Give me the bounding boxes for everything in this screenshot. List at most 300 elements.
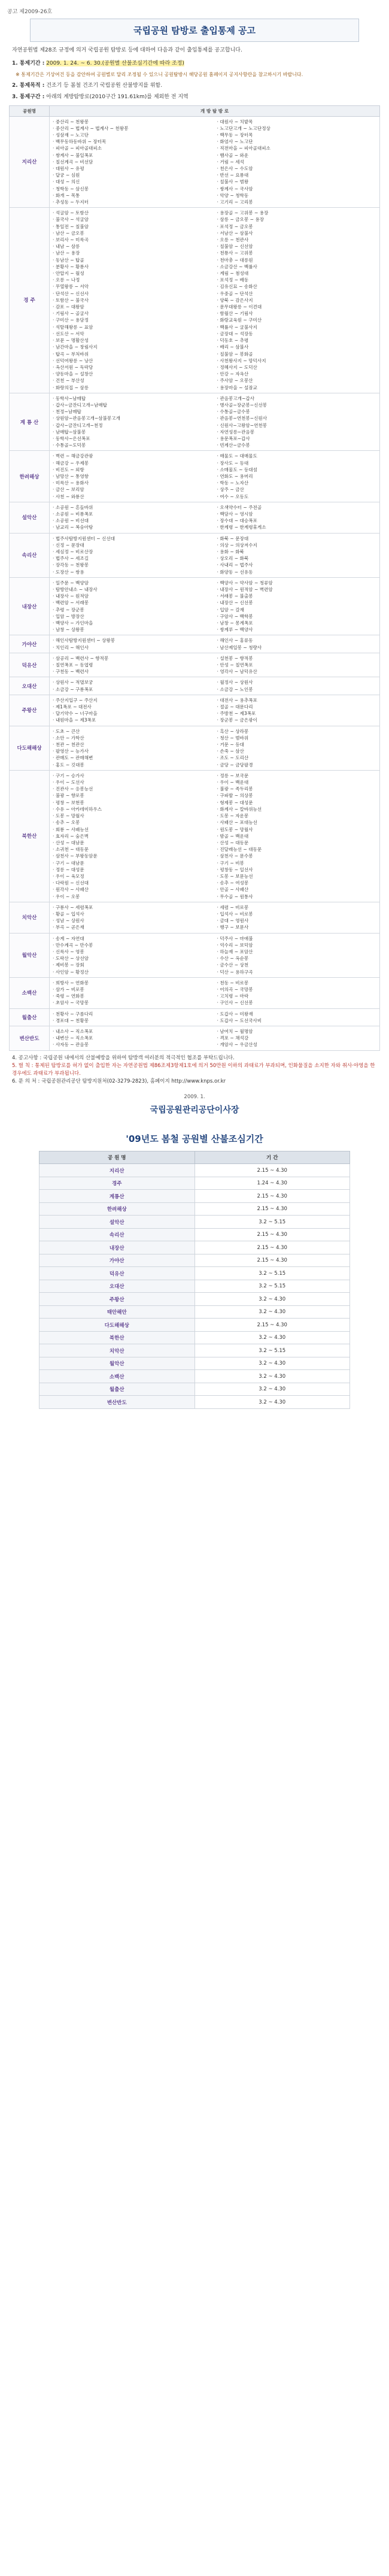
trail-item: · 백담사 ~ 영시암 xyxy=(217,511,253,517)
trail-item: · 삼천사 ~ 문수봉 xyxy=(217,853,253,859)
table-row xyxy=(10,933,380,977)
trail-item: · 도락산 ~ 상선암 xyxy=(53,956,89,962)
trail-item: · 화양동 ~ 선유동 xyxy=(217,569,253,575)
trail-item: · 손죽 ~ 삼산 xyxy=(217,748,244,754)
period-park-name: 소백산 xyxy=(39,1370,195,1383)
trail-item: · 기림사 ~ 골굴사 xyxy=(53,311,89,317)
trail-item: · 남간마을 ~ 창림사지 xyxy=(53,344,98,350)
trail-item: · 관매도 ~ 관매해변 xyxy=(53,755,93,761)
trail-item: · 용장마을 ~ 설잠교 xyxy=(217,384,257,390)
table-row xyxy=(10,677,380,695)
trail-item: · 배리 ~ 삼불사 xyxy=(217,344,249,350)
trail-item: · 금대 ~ 영원사 xyxy=(217,918,249,924)
trail-item: · 고치령 ~ 마락 xyxy=(217,993,249,999)
trail-item: · 함월산 ~ 기림사 xyxy=(217,311,253,317)
table-row xyxy=(10,533,380,577)
trail-item: · 구미산 ~ 용담정 xyxy=(53,317,89,323)
trail-item: · 진달래능선 ~ 대동문 xyxy=(217,847,262,853)
table-row xyxy=(10,451,380,502)
trail-item: · 도갑사 ~ 미왕재 xyxy=(217,1011,253,1017)
trail-item: · 우중골 ~ 단석산 xyxy=(217,290,253,296)
trail-item: · 대성 ~ 의신 xyxy=(53,179,80,185)
period-park-name: 월출산 xyxy=(39,1383,195,1396)
trail-item: · 병사골~장군봉~신선봉 xyxy=(217,402,268,408)
trail-item: · 제1폭포 ~ 대전사 xyxy=(53,704,92,710)
trail-item: · 상원사 ~ 적멸보궁 xyxy=(53,680,93,686)
trail-item: · 남창 ~ 상왕봉 xyxy=(53,627,84,633)
trail-item: · 소공원 ~ 흔들바위 xyxy=(53,504,93,510)
trail-item: · 구기 ~ 대남문 xyxy=(53,860,84,866)
trail-item: · 화북 ~ 문장대 xyxy=(217,535,249,541)
trail-item: · 초암사 ~ 국망봉 xyxy=(53,1000,89,1006)
trail-item: · 성삼재 ~ 노고단 xyxy=(53,132,89,138)
table-header-trails: 개 방 탐 방 로 xyxy=(50,105,380,116)
trail-item: · 안성 ~ 칠연폭포 xyxy=(217,662,253,668)
trail-item: · 직전마을 ~ 피아골대피소 xyxy=(217,146,271,151)
period-park-name: 지리산 xyxy=(39,1164,195,1177)
trail-item: · 노고단고개 ~ 노고단정상 xyxy=(217,125,271,131)
park-name: 가야산 xyxy=(10,635,50,653)
trail-list xyxy=(50,1026,380,1050)
table-row xyxy=(10,695,380,726)
trail-item: · 용화 ~ 화북 xyxy=(217,548,244,554)
trail-item: · 내장사 ~ 원적암 ~ 벽련암 xyxy=(217,587,273,592)
trail-item: · 미륵산 ~ 용화사 xyxy=(53,480,89,486)
trail-item: · 석탈해왕릉 ~ 표암 xyxy=(53,324,93,330)
trail-item: · 보문 ~ 명활산성 xyxy=(53,338,89,344)
trail-column xyxy=(50,903,215,932)
trail-item: · 일주문 ~ 백양암 xyxy=(53,580,89,586)
trail-item: · 치인리 ~ 해인사 xyxy=(53,644,89,650)
note-penalty xyxy=(12,1062,377,1078)
trail-item: · 조도 ~ 도리산 xyxy=(217,755,249,761)
trail-item: · 장각동 ~ 천왕봉 xyxy=(53,562,89,568)
trail-item: · 소금강 ~ 노인봉 xyxy=(217,686,253,692)
trail-column xyxy=(50,654,215,677)
trail-item: · 쌍계사 ~ 불일폭포 xyxy=(53,152,93,158)
period-range: 2.15 ~ 4.30 xyxy=(194,1190,350,1203)
trail-column xyxy=(215,578,379,635)
trail-column xyxy=(215,654,379,677)
period-range: 3.2 ~ 5.15 xyxy=(194,1280,350,1293)
trail-item: · 화엄사 ~ 노고단 xyxy=(217,139,253,145)
trail-item: · 수유 ~ 아카데미하우스 xyxy=(53,806,102,812)
period-range: 3.2 ~ 4.30 xyxy=(194,1383,350,1396)
trail-item: · 격포 ~ 채석강 xyxy=(217,1035,249,1041)
trail-item: · 쌍계루 ~ 백양사 xyxy=(217,627,253,633)
trail-item: · 백양사 ~ 약사암 ~ 청류암 xyxy=(217,580,273,586)
table-row xyxy=(39,1164,350,1177)
trail-item: · 금수산 ~ 상천 xyxy=(217,962,249,968)
table-row xyxy=(10,902,380,933)
trail-column xyxy=(215,451,379,501)
trail-column xyxy=(215,771,379,901)
trail-item: · 천동 ~ 비로봉 xyxy=(217,980,249,986)
trail-item: · 청산 ~ 범바위 xyxy=(217,735,249,741)
trail-item: · 자연성릉~관음봉 xyxy=(217,429,255,435)
trail-item: · 오릉 ~ 천관사 xyxy=(217,237,249,243)
table-row xyxy=(10,208,380,393)
section-period-label: 1. 통제기간 : xyxy=(12,60,45,66)
trail-item: · 백무동하동바위 ~ 장터목 xyxy=(53,139,107,145)
trail-item: · 한계령 ~ 한계령휴게소 xyxy=(217,525,266,531)
period-park-name: 계룡산 xyxy=(39,1190,195,1203)
trail-item: · 동학사~남매탑 xyxy=(53,395,86,401)
trail-item: · 입암 ~ 갈재 xyxy=(217,607,244,613)
park-name: 지리산 xyxy=(10,116,50,208)
period-park-name: 치악산 xyxy=(39,1344,195,1357)
note-penalty-text: 통제된 탐방로를 허가 없이 출입한 자는 자연공원법 제86조제3항제1호에 의거 50만원 이하의 과태료가 부과되며, 인화물질을 소지한 자와 취사·야영을 한 경우에도 과태료가 부과됩니다. xyxy=(12,1062,375,1077)
trail-item: · 다락원 ~ 신선대 xyxy=(53,880,89,886)
trail-item: · 김유신묘 ~ 송화산 xyxy=(217,284,257,290)
trail-item: · 황골 ~ 입석사 xyxy=(53,911,84,917)
trail-item: · 우이 ~ 오봉 xyxy=(53,893,80,899)
trail-item: · 상오리 ~ 화북 xyxy=(217,556,249,562)
trail-item: · 삼릉 ~ 금오봉 ~ 용장 xyxy=(217,217,265,223)
trail-item: · 덕산 ~ 용하구곡 xyxy=(217,969,253,975)
trail-list xyxy=(50,393,380,451)
period-park-name: 변산반도 xyxy=(39,1396,195,1409)
trail-item: · 남창 ~ 몽계폭포 xyxy=(217,620,253,626)
trail-list xyxy=(50,695,380,726)
park-name: 주왕산 xyxy=(10,695,50,726)
trail-list xyxy=(50,208,380,393)
table-row xyxy=(10,770,380,902)
trail-item: · 화개 ~ 목통 xyxy=(53,192,80,198)
trail-item: · 우이 ~ 육모정 xyxy=(53,873,84,879)
trail-item: · 주산지입구 ~ 주산지 xyxy=(53,697,98,703)
trail-list xyxy=(50,577,380,635)
table-row xyxy=(39,1370,350,1383)
period-park-name: 태안해안 xyxy=(39,1305,195,1319)
trail-column xyxy=(215,678,379,693)
trail-item: · 천황사 ~ 구름다리 xyxy=(53,1011,93,1017)
trail-item: · 연화도 ~ 용머리 xyxy=(217,473,253,479)
period-park-name: 속리산 xyxy=(39,1228,195,1241)
park-name: 변산반도 xyxy=(10,1026,50,1050)
trail-item: · 해금강 ~ 우제봉 xyxy=(53,460,89,466)
trail-column xyxy=(50,771,215,901)
trail-column xyxy=(50,503,215,532)
note-contact: 6. 문 의 처 : 국립공원관리공단 탐방지원처(02-3279-2823), 홈페이지 http://www.knps.or.kr xyxy=(12,1078,226,1085)
trail-item: · 오색약수터 ~ 주전골 xyxy=(217,504,262,510)
table-row xyxy=(39,1344,350,1357)
trail-item: · 장사도 ~ 등대 xyxy=(217,460,249,466)
section-period xyxy=(12,60,377,68)
trail-item: · 포석정 ~ 배동 xyxy=(217,277,249,283)
trail-item: · 백양사 ~ 가인마을 xyxy=(53,620,93,626)
trail-item: · 도장산 ~ 쌍용 xyxy=(53,569,84,575)
trail-item: · 사천왕사지 ~ 망덕사지 xyxy=(217,357,266,363)
period-park-name: 북한산 xyxy=(39,1331,195,1344)
trail-item: · 정혜사지 ~ 도덕산 xyxy=(217,364,257,370)
trail-item: · 문무대왕릉 ~ 이견대 xyxy=(217,304,262,310)
trail-item: · 수통골~도덕봉 xyxy=(53,443,86,448)
trail-item: · 선도산 ~ 서악 xyxy=(53,331,84,337)
trail-column xyxy=(50,696,215,725)
trail-item: · 소공원 ~ 비선대 xyxy=(53,518,89,524)
trail-item: · 어의곡 ~ 국망봉 xyxy=(217,986,253,992)
trail-column xyxy=(50,534,215,577)
note-penalty-label: 5. 벌 칙 : xyxy=(12,1062,34,1069)
section-period-note: ※ 통제기간은 기상여건 등을 감안하여 공원별로 달리 조정될 수 있으니 공원탐방시 해당공원 홈페이지 공지사항란을 참고하시기 바랍니다. xyxy=(16,72,303,77)
trail-column xyxy=(215,503,379,532)
trail-item: · 포석정 ~ 금오봉 xyxy=(217,223,253,229)
trail-item: · 관음봉~연천봉~신원사 xyxy=(217,416,268,422)
section-reason-label: 2. 통제목적 : xyxy=(12,82,45,89)
trail-item: · 사내리 ~ 법주사 xyxy=(217,562,253,568)
table-row xyxy=(39,1267,350,1280)
period-park-name: 덕유산 xyxy=(39,1267,195,1280)
trail-item: · 거림 ~ 세석 xyxy=(217,159,244,165)
open-trails-body xyxy=(10,116,380,1050)
trail-item: · 소안 ~ 가학산 xyxy=(53,735,84,741)
trail-item: · 백련암 ~ 서래봉 xyxy=(53,600,89,606)
trail-column xyxy=(215,978,379,1008)
trail-item: · 제비봉 ~ 장회 xyxy=(53,962,84,968)
trail-item: · 불광 ~ 향로봉 xyxy=(53,793,84,799)
period-header-range: 기 간 xyxy=(194,1151,350,1164)
park-name: 덕유산 xyxy=(10,653,50,677)
trail-item: · 상주 ~ 금산 xyxy=(217,487,244,493)
period-range: 3.2 ~ 5.15 xyxy=(194,1267,350,1280)
trail-item: · 쌍계사 ~ 국사암 xyxy=(217,186,253,192)
park-name: 계 룡 산 xyxy=(10,393,50,451)
trail-list xyxy=(50,726,380,770)
trail-item: · 매물도 ~ 대매물도 xyxy=(217,453,257,459)
trail-item: · 형제봉 ~ 대성문 xyxy=(217,799,253,805)
trail-item: · 소금강 ~ 구룡폭포 xyxy=(53,686,93,692)
trail-column xyxy=(50,1027,215,1050)
trail-list xyxy=(50,635,380,653)
period-park-name: 오대산 xyxy=(39,1280,195,1293)
trail-item: · 동남산 ~ 탑골 xyxy=(53,257,84,263)
trail-column xyxy=(50,934,215,977)
trail-item: · 안압지 ~ 월성 xyxy=(53,271,84,277)
trail-column xyxy=(50,578,215,635)
table-row xyxy=(10,1008,380,1026)
trail-list xyxy=(50,902,380,933)
trail-item: · 남망산 ~ 통영항 xyxy=(53,473,89,479)
trail-item: · 삼가 ~ 비로봉 xyxy=(53,986,84,992)
park-name: 치악산 xyxy=(10,902,50,933)
period-range: 2.15 ~ 4.30 xyxy=(194,1202,350,1216)
table-row xyxy=(10,635,380,653)
open-trails-table xyxy=(9,105,380,1051)
notice-number: 공고 제2009-26호 xyxy=(7,9,53,15)
trail-item: · 송추 ~ 여성봉 xyxy=(217,880,249,886)
fire-period-body xyxy=(39,1164,350,1409)
trail-item: · 칠선계곡 ~ 비선담 xyxy=(53,159,93,165)
trail-item: · 도봉 ~ 자운봉 xyxy=(217,813,249,819)
period-table-title: '09년도 봄철 공원별 산불조심기간 xyxy=(126,1134,263,1145)
trail-item: · 금장대 ~ 석장동 xyxy=(217,331,253,337)
park-name: 경 주 xyxy=(10,208,50,393)
period-park-name: 설악산 xyxy=(39,1216,195,1229)
trail-item: · 구파발 ~ 의상봉 xyxy=(217,793,253,799)
trail-item: · 빈계산~금수봉 xyxy=(217,443,250,448)
trail-item: · 용문폭포~갑사 xyxy=(217,435,250,441)
section-area-value: 아래의 계방탐방로(2010구간 191.61km)를 제외한 전 지역 xyxy=(46,94,189,101)
trail-item: · 사패산 ~ 포대능선 xyxy=(217,820,257,826)
trail-item: · 고기리 ~ 고리봉 xyxy=(217,199,253,205)
trail-item: · 평창동 ~ 일선사 xyxy=(217,866,253,872)
trail-item: · 불광 ~ 족두리봉 xyxy=(217,786,253,792)
trail-item: · 불국사 ~ 석굴암 xyxy=(53,217,89,223)
park-name: 한려해상 xyxy=(10,451,50,502)
trail-column xyxy=(50,978,215,1008)
trail-item: · 화계사 ~ 칼바위능선 xyxy=(217,806,262,812)
park-name: 속리산 xyxy=(10,533,50,577)
trail-list xyxy=(50,977,380,1008)
period-range: 3.2 ~ 4.30 xyxy=(194,1293,350,1306)
trail-item: · 서래봉 ~ 불출봉 xyxy=(217,593,253,599)
trail-item: · 구기 ~ 비봉 xyxy=(217,860,244,866)
trail-item: · 감포 ~ 대왕암 xyxy=(53,304,84,310)
period-range: 2.15 ~ 4.30 xyxy=(194,1254,350,1267)
trail-column xyxy=(215,208,379,392)
trail-list xyxy=(50,770,380,902)
trail-item: · 양북 ~ 감은사지 xyxy=(217,297,253,303)
trail-item: · 천관 ~ 천관산 xyxy=(53,742,84,748)
table-row xyxy=(39,1241,350,1254)
table-row xyxy=(39,1331,350,1344)
trail-item: · 도봉 ~ 보문능선 xyxy=(217,873,253,879)
trail-item: · 학동 ~ 노자산 xyxy=(217,480,249,486)
trail-list xyxy=(50,502,380,533)
trail-item: · 단석산 ~ 신선사 xyxy=(53,290,89,296)
trail-column xyxy=(50,727,215,769)
trail-item: · 수산 ~ 옥순봉 xyxy=(217,956,249,962)
trail-item: · 대원사 ~ 치밭목 xyxy=(217,119,253,125)
trail-item: · 갑사~금잔디고개~천정 xyxy=(53,422,103,428)
trail-item: · 남매탑~삼불봉 xyxy=(53,429,86,435)
trail-item: · 구룡사 ~ 세렴폭포 xyxy=(53,904,93,910)
trail-item: · 소매물도 ~ 등대섬 xyxy=(217,466,257,472)
trail-column xyxy=(50,678,215,693)
trail-item: · 남산제일봉 ~ 청량사 xyxy=(217,644,262,650)
trail-item: · 피아골 ~ 피아골대피소 xyxy=(53,146,102,151)
trail-item: · 내장산 ~ 신선봉 xyxy=(217,600,253,606)
trail-item: · 탐방안내소 ~ 내장사 xyxy=(53,587,98,592)
period-range: 3.2 ~ 5.15 xyxy=(194,1344,350,1357)
table-row xyxy=(39,1254,350,1267)
trail-column xyxy=(50,394,215,450)
trail-item: · 평창 ~ 보현봉 xyxy=(53,799,84,805)
trail-item: · 효자리 ~ 숨은벽 xyxy=(53,833,89,839)
bottom-notes xyxy=(12,1054,377,1086)
trail-item: · 분황사 ~ 황룡사 xyxy=(53,263,89,269)
period-range: 3.2 ~ 4.30 xyxy=(194,1331,350,1344)
trail-item: · 원도봉 ~ 망월사 xyxy=(217,826,253,832)
trail-list xyxy=(50,533,380,577)
period-park-name: 내장산 xyxy=(39,1241,195,1254)
park-name: 소백산 xyxy=(10,977,50,1008)
period-range: 2.15 ~ 4.30 xyxy=(194,1241,350,1254)
trail-item: · 옥산서원 ~ 독락당 xyxy=(53,364,93,370)
trail-item: · 남산 ~ 용장 xyxy=(53,250,80,256)
trail-item: · 사자동 ~ 관음봉 xyxy=(53,1042,89,1048)
trail-item: · 개암사 ~ 우금산성 xyxy=(217,1042,257,1048)
trail-item: · 천룡사 ~ 고위봉 xyxy=(217,250,253,256)
table-row xyxy=(39,1396,350,1409)
park-name: 북한산 xyxy=(10,770,50,902)
park-name: 다도해해상 xyxy=(10,726,50,770)
trail-item: · 칠연폭포 ~ 동엽령 xyxy=(53,662,93,668)
park-name: 월악산 xyxy=(10,933,50,977)
trail-item: · 뱀사골 ~ 와운 xyxy=(217,152,249,158)
trail-column xyxy=(215,534,379,577)
trail-item: · 구암사 ~ 백학봉 xyxy=(217,613,253,619)
table-row xyxy=(10,393,380,451)
period-range: 3.2 ~ 4.30 xyxy=(194,1305,350,1319)
trail-item: · 정릉 ~ 보국문 xyxy=(217,772,249,778)
trail-item: · 우이 ~ 도선사 xyxy=(53,780,84,786)
trail-item: · 만수계곡 ~ 만수봉 xyxy=(53,942,93,948)
section-reason xyxy=(12,82,377,90)
trail-item: · 설천봉 ~ 향적봉 xyxy=(217,655,253,661)
trail-column xyxy=(50,636,215,651)
table-row xyxy=(39,1357,350,1370)
trail-item: · 정릉 ~ 대성문 xyxy=(53,866,84,872)
trail-item: · 반선 ~ 요룡대 xyxy=(217,172,249,178)
trail-item: · 해인사탐방지원센터 ~ 상왕봉 xyxy=(53,638,116,644)
table-row xyxy=(39,1293,350,1306)
trail-item: · 삼공리 ~ 백련사 ~ 향적봉 xyxy=(53,655,109,661)
trail-item: · 남교리 ~ 복숭아탕 xyxy=(53,525,93,531)
trail-item: · 중산리 ~ 천왕봉 xyxy=(53,119,89,125)
trail-column xyxy=(215,394,379,450)
trail-item: · 죽령 ~ 연화봉 xyxy=(53,993,84,999)
trail-item: · 산성 ~ 대남문 xyxy=(53,840,84,845)
trail-item: · 원각사 ~ 사패산 xyxy=(53,887,89,893)
trail-item: · 내남 ~ 삼릉 xyxy=(53,244,80,250)
trail-column xyxy=(50,1010,215,1025)
trail-item: · 억수리 ~ 보덕암 xyxy=(217,942,253,948)
trail-column xyxy=(215,696,379,725)
trail-item: · 사인암 ~ 황정산 xyxy=(53,969,89,975)
trail-item: · 경포대 ~ 천황봉 xyxy=(53,1017,89,1023)
period-park-name: 월악산 xyxy=(39,1357,195,1370)
table-row xyxy=(10,116,380,208)
table-row xyxy=(39,1319,350,1332)
park-name: 설악산 xyxy=(10,502,50,533)
trail-column xyxy=(215,1027,379,1050)
trail-item: · 도갑사 ~ 도선국사비 xyxy=(217,1017,262,1023)
trail-item: · 상원암~관음봉고개~삼불봉고개 xyxy=(53,416,120,422)
trail-item: · 남여치 ~ 월명암 xyxy=(217,1028,253,1034)
trail-item: · 내소사 ~ 직소폭포 xyxy=(53,1028,93,1034)
trail-item: · 석굴암 ~ 토함산 xyxy=(53,210,89,216)
trail-item: · 주방천 ~ 제3폭포 xyxy=(217,711,256,717)
trail-column xyxy=(215,117,379,207)
trail-item: · 내원마을 ~ 제3폭포 xyxy=(53,717,96,723)
table-row xyxy=(39,1202,350,1216)
trail-item: · 월정사 ~ 상원사 xyxy=(217,680,253,686)
period-range: 3.2 ~ 4.30 xyxy=(194,1370,350,1383)
trail-item: · 백무동 ~ 장터목 xyxy=(217,132,253,138)
trail-item: · 도봉 ~ 망월사 xyxy=(53,813,84,819)
trail-item: · 양동마을 ~ 설창산 xyxy=(53,371,93,377)
trail-item: · 부곡 ~ 곧은재 xyxy=(53,925,84,931)
trail-item: · 장군봉 ~ 금은광이 xyxy=(217,717,257,723)
trail-item: · 흑산 ~ 상라봉 xyxy=(217,728,249,734)
period-park-name: 경주 xyxy=(39,1177,195,1190)
table-row xyxy=(10,1026,380,1050)
table-row xyxy=(10,577,380,635)
trail-item: · 관음봉고개~갑사 xyxy=(217,395,255,401)
trail-item: · 천마총 ~ 대릉원 xyxy=(217,257,253,263)
